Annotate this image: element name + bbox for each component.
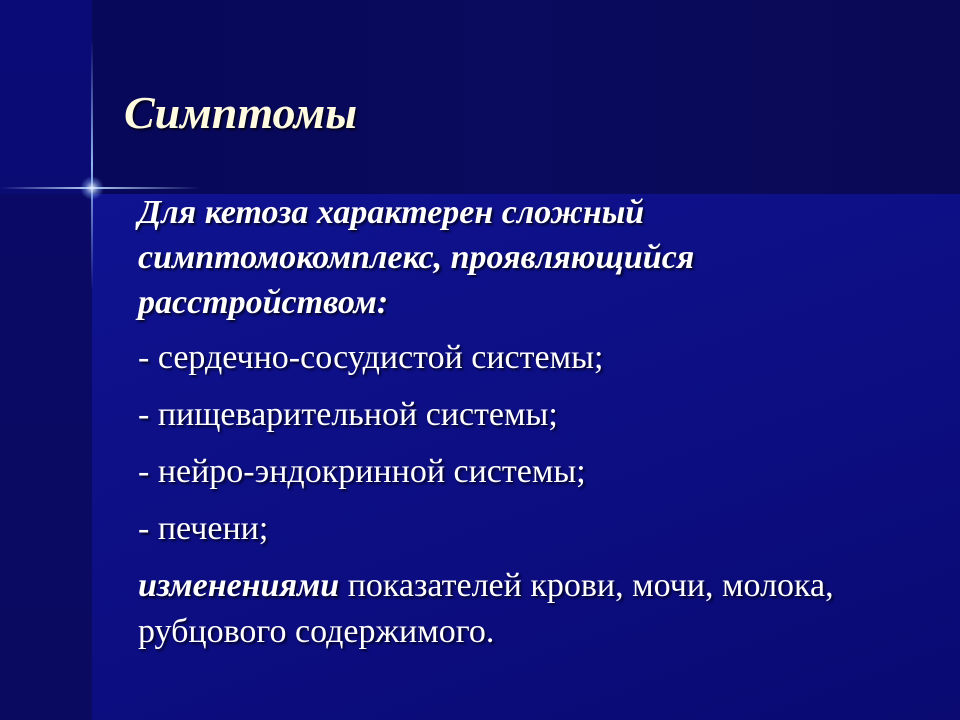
list-item: - пищеварительной системы; <box>138 396 558 433</box>
slide-body <box>138 190 938 655</box>
intro-text: Для кетоза характерен сложный симптомокомплекс, проявляющийся расстройством: <box>138 194 695 321</box>
emphasis-text: изменениями <box>138 567 340 604</box>
list-item: - сердечно-сосудистой системы; <box>138 339 604 376</box>
sparkle-vertical-ray <box>91 40 93 290</box>
sparkle-glow <box>80 176 104 200</box>
slide-title: Симптомы <box>124 87 358 138</box>
list-item: - печени; <box>138 510 269 547</box>
final-paragraph-text: показателей крови, мочи, молока, рубцового содержимого. <box>138 567 834 650</box>
final-paragraph <box>138 563 938 655</box>
left-band <box>0 194 92 720</box>
list-item: - нейро-эндокринной системы; <box>138 453 586 490</box>
